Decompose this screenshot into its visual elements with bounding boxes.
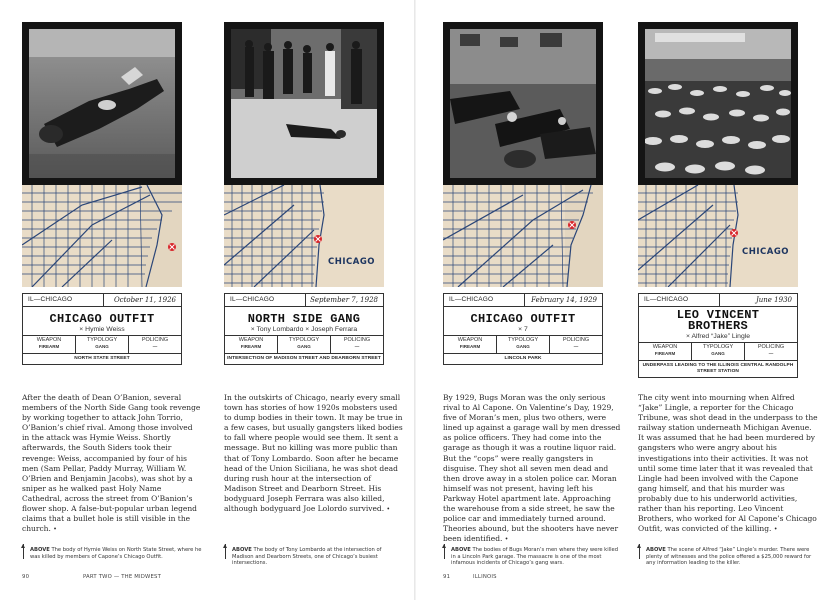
body-text: The city went into mourning when Alfred “Jake” Lingle, a reporter for the Chicago Tribune, was shot dead in the underpass to the railway station underneath Michigan Avenue. It was assumed that he had been murdered by gangsters who were angry about his investigations into their activities. It was not until some time later that it was revealed that Lingle had been involved with the Capone gang himself, and that his murder was probably due to his underworld activities, rather than his reporting. Leo Vincent Brothers, who worked for Al Capone’s Chicago Outfit, was convicted of the killing. •	[638, 393, 818, 534]
card-perpetrator-title: CHICAGO OUTFIT	[49, 312, 155, 326]
card-weapon: WEAPON FIREARM	[36, 337, 62, 349]
card-date: October 11, 1926	[103, 294, 181, 306]
card-policing: POLICING —	[330, 336, 383, 353]
caption-up-arrow-icon	[444, 544, 445, 559]
page-gutter	[414, 0, 416, 600]
caption-up-arrow-icon	[23, 544, 24, 559]
body-text: After the death of Dean O’Banion, several members of the North Side Gang took revenge by working together to attack John Torrio, O’Banion’s chief rival. Among those involved in the attack was Hymie Weiss. Shortly afterwards, the South Siders took their revenge: Weiss, accompanied by four of his men (Sam Pellar, Paddy Murray, William W. O’Brien and Benjamin Jacobs), was shot by a sniper as he walked past Holy Name Cathedral, across the street from O’Banion’s flower shop. A false-but-popular urban legend claims that a bullet hole is still visible in the church. •	[22, 393, 201, 534]
map-city-label: CHICAGO	[328, 257, 376, 267]
card-city: IL—CHICAGO	[644, 296, 689, 303]
caption-up-arrow-icon	[225, 544, 226, 559]
incident-card	[22, 293, 182, 365]
card-location: NORTH STATE STREET	[23, 353, 181, 364]
card-victims: × 7	[518, 326, 528, 333]
body-text: By 1929, Bugs Moran was the only serious rival to Al Capone. On Valentine’s Day, 1929, five of Moran’s men, plus two others, were lined up against a garage wall by men dressed as police officers. They had come into the garage as though it was a routine liquor raid. But the “cops” were really gangsters in disguise. They shot all seven men dead and then drove away in a stolen police car. Moran himself was not present, having left his Parkway Hotel apartment late. Approaching the warehouse from a side street, he saw the police car and immediately turned around. Theories abound, but the shooters have never been identified. •	[443, 393, 621, 544]
end-bullet: •	[386, 506, 391, 514]
photo-caption: ABOVE The bodies of Bugs Moran’s men where they were killed in a Lincoln Park garage. The massacre is one of the most infamous incidents of Chicago’s gang wars.	[443, 547, 623, 567]
photo-caption: ABOVE The scene of Alfred “Jake” Lingle’s murder. There were plenty of witnesses and the police offered a $25,000 reward for any information leading to the killer.	[638, 547, 818, 567]
card-city: IL—CHICAGO	[449, 296, 494, 303]
left-page-number: 90	[22, 574, 30, 580]
archival-photo-frame	[224, 22, 384, 185]
incident-card	[443, 293, 603, 365]
card-weapon: WEAPON FIREARM	[238, 337, 264, 349]
card-policing: POLICING —	[549, 336, 602, 353]
archival-photo-crowd-at-station	[645, 29, 791, 178]
right-running-footer: ILLINOIS	[473, 574, 497, 580]
archival-photo-body-on-street	[29, 29, 175, 178]
caption-up-arrow-icon	[639, 544, 640, 559]
incident-card	[638, 293, 798, 378]
card-victims: × Alfred “Jake” Lingle	[685, 333, 751, 340]
card-perpetrator-title: LEO VINCENT BROTHERS	[676, 308, 760, 333]
photo-caption: ABOVE The body of Tony Lombardo at the intersection of Madison and Dearborn Streets, one of Chicago’s busiest intersections.	[224, 547, 404, 567]
archival-photo-garage-massacre	[450, 29, 596, 178]
map-city-label: CHICAGO	[742, 247, 790, 257]
body-text: In the outskirts of Chicago, nearly every small town has stories of how 1920s mobsters used to dump bodies in their town. It may be true in a few cases, but usually gangsters liked bodies to fall where people would see them. It sent a message. But no killing was more public than that of Tony Lombardo. Soon after he became head of the Union Siciliana, he was shot dead during rush hour at the intersection of Madison Street and Dearborn Street. His bodyguard Joseph Ferrara was also killed, although bodyguard Joe Lolordo survived. •	[224, 393, 403, 514]
end-bullet: •	[504, 536, 509, 544]
archival-photo-frame	[22, 22, 182, 185]
card-typology: TYPOLOGY GANG	[691, 343, 744, 360]
card-city: IL—CHICAGO	[28, 296, 73, 303]
left-running-footer: PART TWO — THE MIDWEST	[83, 574, 162, 580]
end-bullet: •	[773, 526, 778, 534]
right-page-number: 91	[443, 574, 451, 580]
card-policing: POLICING —	[744, 343, 797, 360]
card-weapon: WEAPON FIREARM	[457, 337, 483, 349]
card-date: September 7, 1928	[305, 294, 383, 306]
archival-photo-frame	[638, 22, 798, 185]
archival-photo-frame	[443, 22, 603, 185]
card-victims: × Tony Lombardo × Joseph Ferrara	[250, 326, 358, 333]
card-victims: × Hymie Weiss	[79, 326, 125, 333]
card-weapon: WEAPON FIREARM	[652, 344, 678, 356]
archival-photo-intersection-crowd	[231, 29, 377, 178]
card-typology: TYPOLOGY GANG	[277, 336, 330, 353]
photo-caption: ABOVE The body of Hymie Weiss on North State Street, where he was killed by members of Capone’s Chicago Outfit.	[22, 547, 202, 560]
card-typology: TYPOLOGY GANG	[75, 336, 128, 353]
card-location: INTERSECTION OF MADISON STREET AND DEARBORN STREET	[225, 353, 383, 364]
street-map	[224, 185, 384, 287]
end-bullet: •	[53, 526, 57, 534]
incident-card	[224, 293, 384, 365]
card-perpetrator-title: CHICAGO OUTFIT	[470, 312, 576, 326]
card-perpetrator-title: NORTH SIDE GANG	[247, 312, 361, 326]
card-city: IL—CHICAGO	[230, 296, 275, 303]
card-date: June 1930	[719, 294, 797, 306]
card-date: February 14, 1929	[524, 294, 602, 306]
card-typology: TYPOLOGY GANG	[496, 336, 549, 353]
street-map	[443, 185, 603, 287]
card-policing: POLICING —	[128, 336, 181, 353]
street-map	[22, 185, 182, 287]
street-map	[638, 185, 798, 287]
card-location: LINCOLN PARK	[444, 353, 602, 364]
card-location: UNDERPASS LEADING TO THE ILLINOIS CENTRAL RANDOLPH STREET STATION	[639, 360, 797, 377]
